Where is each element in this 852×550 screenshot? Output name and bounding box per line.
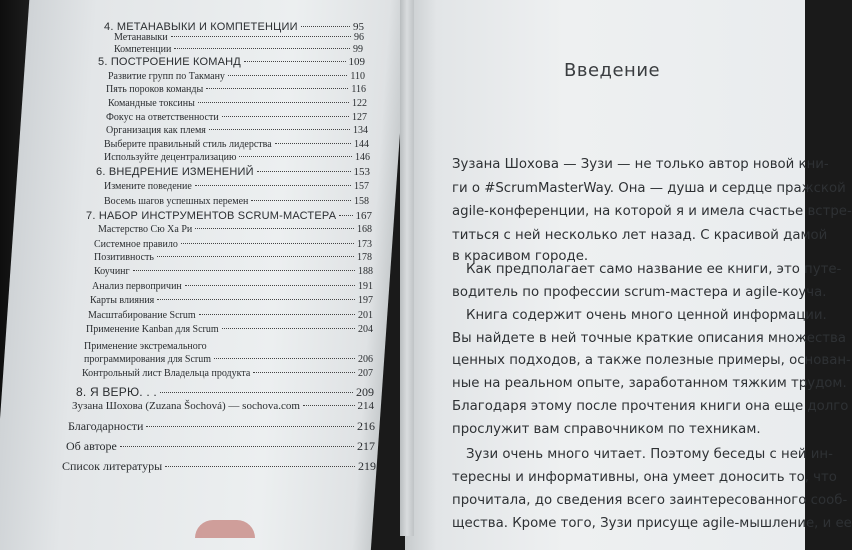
toc-page-number: 178 — [357, 252, 372, 263]
red-object — [195, 520, 255, 538]
toc-leader-dots — [239, 156, 352, 157]
toc-entry-title: Зузана Шохова (Zuzana Šochová) — sochova.com — [72, 400, 300, 412]
toc-leader-dots — [244, 61, 346, 62]
toc-entry — [88, 310, 373, 321]
toc-entry-title: Компетенции — [114, 44, 172, 55]
toc-chapter — [98, 56, 365, 68]
toc-leader-dots — [160, 392, 353, 393]
toc-entry-title: Организация как племя — [106, 125, 206, 136]
body-line: ные на реальном опыте, заработанном тяжким трудом. — [452, 376, 847, 391]
toc-chapter — [86, 210, 372, 222]
toc-leader-dots — [198, 102, 349, 103]
toc-leader-dots — [222, 328, 355, 329]
toc-entry — [92, 281, 373, 292]
body-line: тересны и информативны, она умеет доносить то, что — [452, 470, 837, 485]
toc-entry-title: Восемь шагов успешных перемен — [104, 196, 249, 207]
toc-page-number: 168 — [357, 224, 372, 235]
toc-leader-dots — [171, 36, 351, 37]
toc-page-number: 217 — [357, 439, 375, 453]
toc-entry-title: Развитие групп по Такману — [108, 71, 225, 82]
toc-page-number: 191 — [358, 281, 373, 292]
body-line: Зузана Шохова — Зузи — не только автор новой кни- — [452, 157, 829, 172]
toc-entry-title: Применение экстремального — [84, 341, 207, 352]
toc-entry — [94, 252, 372, 263]
toc-leader-dots — [301, 26, 350, 27]
toc-entry — [68, 419, 375, 434]
toc-leader-dots — [120, 446, 354, 447]
toc-leader-dots — [199, 314, 355, 315]
toc-entry — [72, 400, 374, 412]
body-line: ги о #ScrumMasterWay. Она — душа и сердце пражской — [452, 181, 846, 196]
toc-entry-title: Анализ первопричин — [92, 281, 182, 292]
toc-page-number: 206 — [358, 354, 373, 365]
toc-leader-dots — [165, 466, 355, 467]
toc-page-number: 95 — [353, 21, 364, 33]
toc-page-number: 216 — [357, 419, 375, 433]
toc-leader-dots — [257, 171, 351, 172]
toc-leader-dots — [146, 426, 354, 427]
toc-leader-dots — [251, 200, 351, 201]
toc-page-number: 209 — [356, 385, 374, 399]
toc-entry — [114, 44, 363, 55]
toc-leader-dots — [185, 285, 355, 286]
book-gutter — [400, 0, 414, 536]
toc-page-number: 204 — [358, 324, 373, 335]
body-line: в красивом городе. — [452, 249, 589, 264]
toc-page-number: 134 — [353, 125, 368, 136]
body-line: Зузи очень много читает. Поэтому беседы с ней ин- — [466, 447, 833, 462]
intro-heading: Введение — [564, 60, 661, 81]
toc-entry-title: программирования для Scrum — [84, 354, 212, 365]
toc-entry-title: Измените поведение — [104, 181, 192, 192]
body-line: Как предполагает само название ее книги, это путе- — [466, 262, 842, 277]
toc-leader-dots — [195, 228, 354, 229]
toc-page-number: 157 — [354, 181, 369, 192]
toc-entry-title: 6. ВНЕДРЕНИЕ ИЗМЕНЕНИЙ — [96, 166, 254, 178]
body-line: agile-конференции, на которой я и имела счастье встре- — [452, 204, 852, 219]
toc-entry-title: 5. ПОСТРОЕНИЕ КОМАНД — [98, 56, 241, 68]
toc-page-number: 201 — [358, 310, 373, 321]
toc-entry — [108, 71, 365, 82]
toc-chapter — [96, 166, 370, 178]
toc-page-number: 116 — [351, 84, 366, 95]
toc-entry — [104, 152, 370, 163]
toc-leader-dots — [157, 256, 354, 257]
toc-page-number: 110 — [350, 71, 365, 82]
toc-page-number: 127 — [352, 112, 367, 123]
toc-entry-title: Применение Kanban для Scrum — [86, 324, 219, 335]
toc-page-number: 207 — [358, 368, 373, 379]
toc-entry-title: Благодарности — [68, 419, 144, 433]
toc-leader-dots — [222, 116, 349, 117]
toc-entry — [84, 354, 373, 365]
toc-page-number: 219 — [358, 459, 376, 473]
toc-leader-dots — [181, 243, 354, 244]
body-line: ценных подходов, а также полезные примеры, основан- — [452, 353, 851, 368]
toc-entry — [66, 439, 375, 454]
toc-page-number: 214 — [357, 400, 374, 412]
toc-entry-title: Системное правило — [94, 239, 178, 250]
toc-entry-title: Об авторе — [66, 439, 117, 453]
toc-page-number: 153 — [353, 166, 370, 178]
toc-page-number: 144 — [354, 139, 369, 150]
body-line: Вы найдете в ней точные краткие описания множества — [452, 331, 846, 346]
toc-entry — [62, 459, 376, 474]
toc-leader-dots — [174, 48, 350, 49]
toc-chapter — [76, 385, 374, 400]
toc-leader-dots — [209, 129, 350, 130]
body-line: Книга содержит очень много ценной информации. — [466, 308, 827, 323]
body-line: Благодаря этому после прочтения книги она еще долго — [452, 399, 849, 414]
toc-entry — [82, 368, 373, 379]
toc-leader-dots — [195, 185, 351, 186]
toc-entry — [104, 181, 369, 192]
body-line: водитель по профессии scrum-мастера и agile-коуча. — [452, 285, 827, 300]
toc-entry-title: Список литературы — [62, 459, 163, 473]
toc-leader-dots — [275, 143, 351, 144]
toc-page-number: 96 — [354, 32, 364, 43]
toc-entry — [90, 295, 373, 306]
toc-leader-dots — [303, 405, 355, 406]
toc-entry-title: Пять пороков команды — [106, 84, 204, 95]
toc-entry-title: Карты влияния — [90, 295, 155, 306]
toc-entry — [104, 196, 369, 207]
toc-entry-title: Командные токсины — [108, 98, 195, 109]
toc-page-number: 99 — [353, 44, 363, 55]
toc-leader-dots — [206, 88, 348, 89]
toc-leader-dots — [228, 75, 347, 76]
toc-entry — [94, 266, 373, 277]
toc-entry-title: Используйте децентрализацию — [104, 152, 237, 163]
toc-entry — [106, 84, 366, 95]
body-line: титься с ней несколько лет назад. С красивой дамой — [452, 228, 828, 243]
toc-entry — [104, 139, 369, 150]
toc-entry-title: Мастерство Сю Ха Ри — [98, 224, 193, 235]
toc-entry-title: Выберите правильный стиль лидерства — [104, 139, 272, 150]
toc-entry — [98, 224, 372, 235]
toc-page-number: 197 — [358, 295, 373, 306]
toc-entry-title: Позитивность — [94, 252, 154, 263]
toc-page-number: 188 — [358, 266, 373, 277]
toc-entry — [114, 32, 364, 43]
toc-entry-title: Контрольный лист Владельца продукта — [82, 368, 251, 379]
toc-entry — [86, 324, 373, 335]
toc-leader-dots — [133, 270, 355, 271]
toc-entry-title: Метанавыки — [114, 32, 168, 43]
toc-leader-dots — [157, 299, 355, 300]
toc-entry — [108, 98, 367, 109]
toc-page-number: 146 — [355, 152, 370, 163]
toc-entry — [106, 112, 367, 123]
toc-leader-dots — [339, 215, 352, 216]
toc-entry-title: Коучинг — [94, 266, 130, 277]
toc-entry-title: 8. Я ВЕРЮ. . . — [76, 385, 157, 399]
toc-page-number: 173 — [357, 239, 372, 250]
body-line: прочитала, до сведения всего заинтересованного сооб- — [452, 493, 848, 508]
toc-leader-dots — [253, 372, 355, 373]
toc-page-number: 109 — [348, 56, 365, 68]
body-line: щества. Кроме того, Зузи присуще agile-мышление, и ее — [452, 516, 852, 531]
toc-page-number: 167 — [355, 210, 372, 222]
toc-entry-title: Масштабирование Scrum — [88, 310, 196, 321]
toc-entry — [94, 239, 372, 250]
toc-entry-title: 7. НАБОР ИНСТРУМЕНТОВ SCRUM-МАСТЕРА — [86, 210, 337, 222]
toc-entry-title: 4. МЕТАНАВЫКИ И КОМПЕТЕНЦИИ — [104, 21, 298, 33]
toc-entry — [84, 341, 373, 352]
toc-leader-dots — [214, 358, 355, 359]
toc-page-number: 158 — [354, 196, 369, 207]
toc-entry-title: Фокус на ответственности — [106, 112, 219, 123]
toc-page-number: 122 — [352, 98, 367, 109]
body-line: прослужит вам справочником по техникам. — [452, 422, 761, 437]
toc-entry — [106, 125, 368, 136]
